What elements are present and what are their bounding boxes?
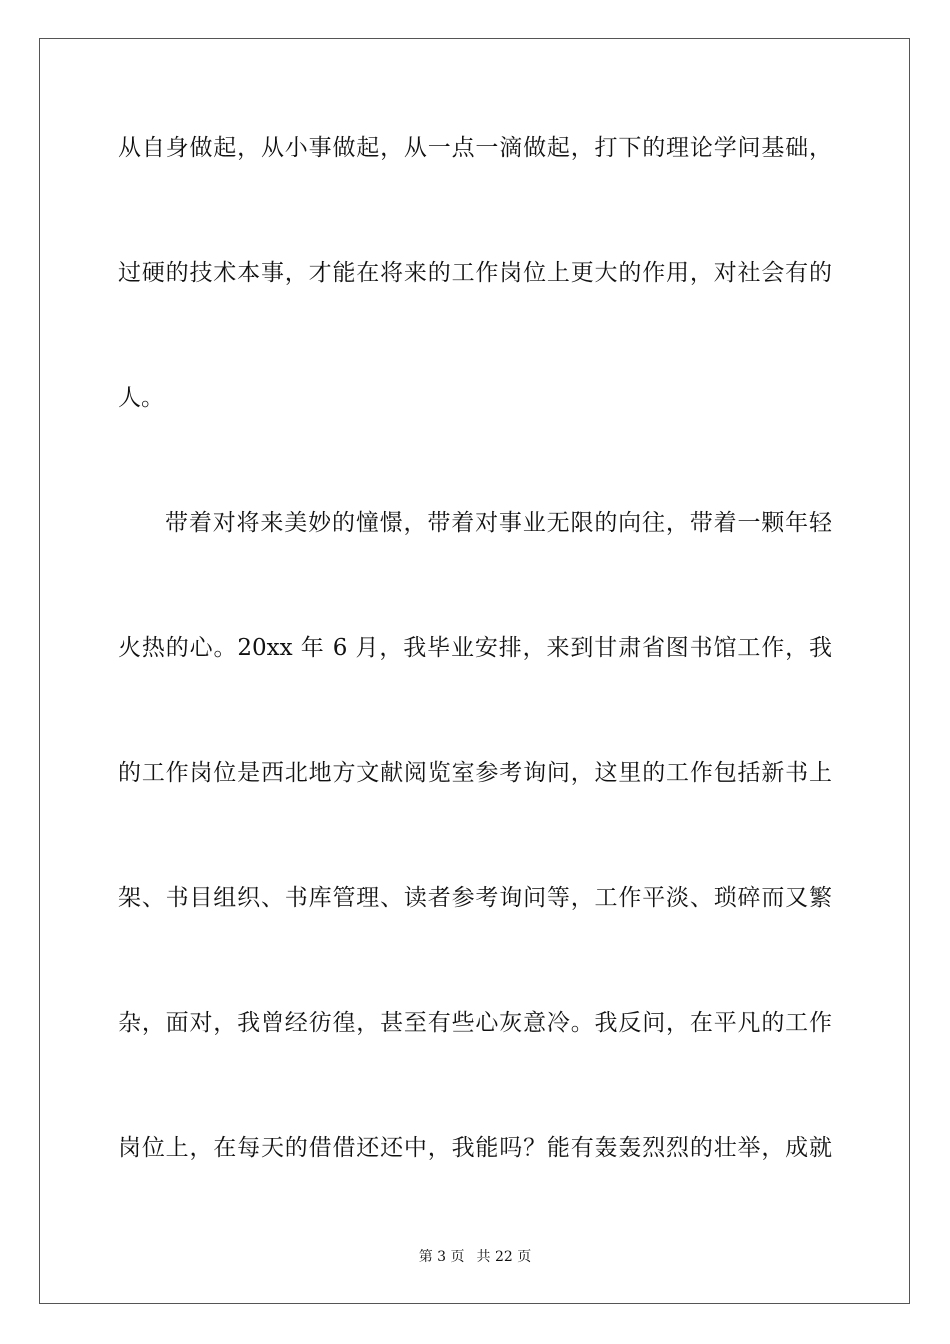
page-total: 共 22 页 — [476, 1249, 532, 1265]
text-line-7: 架、书目组织、书库管理、读者参考询问等，工作平淡、琐碎而又繁 — [118, 885, 832, 911]
text-line-6: 的工作岗位是西北地方文献阅览室参考询问，这里的工作包括新书上 — [118, 760, 832, 786]
text-line-5: 火热的心。20xx 年 6 月，我毕业安排，来到甘肃省图书馆工作，我 — [118, 635, 832, 661]
text-line-8: 杂，面对，我曾经彷徨，甚至有些心灰意冷。我反问，在平凡的工作 — [118, 1010, 832, 1036]
page-footer — [0, 1246, 950, 1266]
page-frame — [39, 38, 910, 1304]
text-line-3: 人。 — [118, 385, 164, 411]
text-line-4: 带着对将来美妙的憧憬，带着对事业无限的向往，带着一颗年轻 — [165, 510, 832, 536]
page-number: 第 3 页 — [418, 1249, 465, 1265]
text-line-1: 从自身做起，从小事做起，从一点一滴做起，打下的理论学问基础， — [118, 135, 832, 161]
text-line-9: 岗位上，在每天的借借还还中，我能吗？能有轰轰烈烈的壮举，成就 — [118, 1135, 832, 1161]
text-line-2: 过硬的技术本事，才能在将来的工作岗位上更大的作用，对社会有的 — [118, 260, 832, 286]
